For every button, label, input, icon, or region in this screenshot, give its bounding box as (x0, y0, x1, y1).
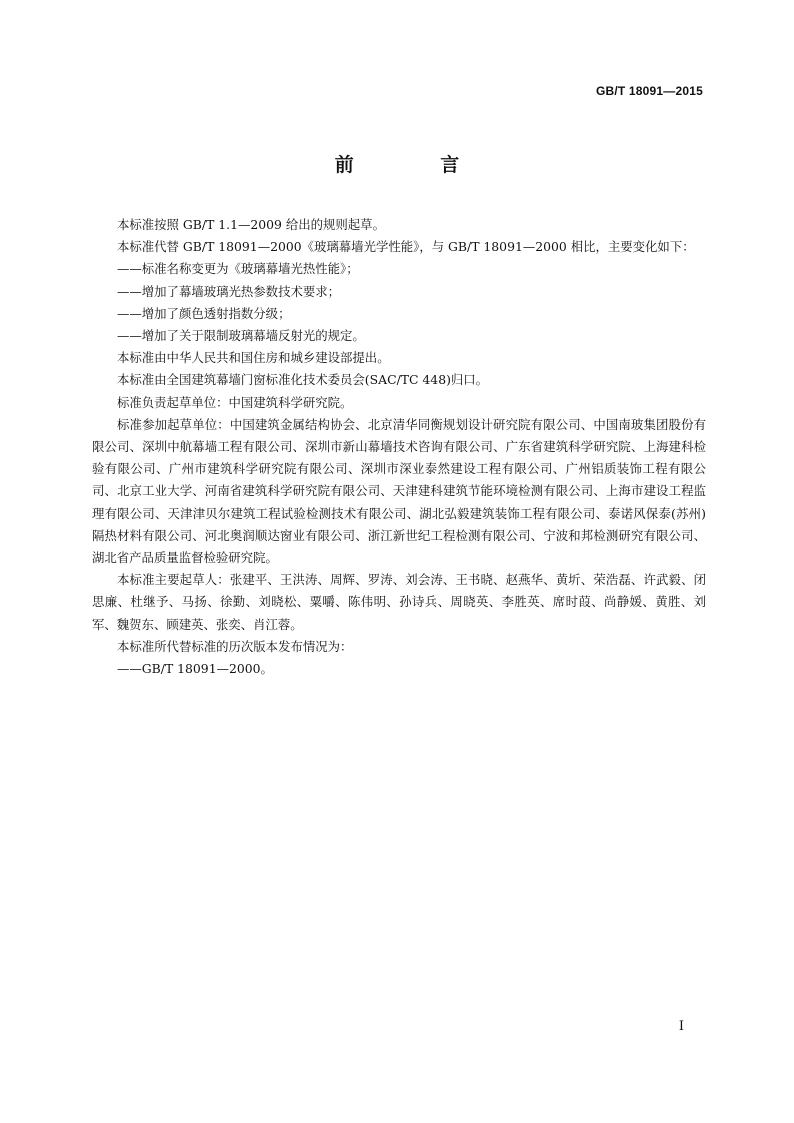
paragraph-technical-committee: 本标准由全国建筑幕墙门窗标准化技术委员会(SAC/TC 448)归口。 (117, 372, 489, 388)
paragraph-responsible-drafter: 标准负责起草单位：中国建筑科学研究院。 (117, 394, 353, 410)
page-number: I (678, 1019, 684, 1034)
standard-code: GB/T 18091—2015 (595, 84, 703, 98)
paragraph-main-drafters: 本标准主要起草人：张建平、王洪涛、周辉、罗涛、刘会涛、王书晓、赵燕华、黄圻、荣浩磊、许武毅、闭思廉、杜继予、马扬、徐勤、刘晓松、粟嚼、陈伟明、孙诗兵、周晓英、李胜英、席时葭、尚静媛、黄胜、刘军、魏贺东、顾建英、张奕、肖江蓉。 (92, 572, 706, 632)
change-item-1: ——标准名称变更为《玻璃幕墙光热性能》； (117, 261, 359, 277)
paragraph-replaces: 本标准代替 GB/T 18091—2000《玻璃幕墙光学性能》，与 GB/T 18091—2000 相比，主要变化如下： (117, 239, 695, 255)
change-item-2: ——增加了幕墙玻璃光热参数技术要求； (117, 283, 341, 299)
change-item-3: ——增加了颜色透射指数分级； (117, 305, 291, 321)
change-item-4: ——增加了关于限制玻璃幕墙反射光的规定。 (117, 328, 365, 344)
paragraph-previous-editions: 本标准所代替标准的历次版本发布情况为： (117, 638, 353, 654)
page-title: 前 言 (334, 154, 500, 176)
paragraph-drafting-rules: 本标准按照 GB/T 1.1—2009 给出的规则起草。 (117, 217, 385, 232)
previous-edition-item: ——GB/T 18091—2000。 (117, 661, 273, 677)
foreword-body (92, 214, 706, 680)
paragraph-proposed-by: 本标准由中华人民共和国住房和城乡建设部提出。 (117, 350, 390, 366)
paragraph-participating-drafters: 标准参加起草单位：中国建筑金属结构协会、北京清华同衡规划设计研究院有限公司、中国南玻集团股份有限公司、深圳中航幕墙工程有限公司、深圳市新山幕墙技术咨询有限公司、广东省建筑科学研究院、上海建科检验有限公司、广州市建筑科学研究院有限公司、深圳市深业泰然建设工程有限公司、广州铝质装饰工程有限公司、北京工业大学、河南省建筑科学研究院有限公司、天津建科建筑节能环境检测有限公司、上海市建设工程监理有限公司、天津津贝尔建筑工程试验检测技术有限公司、湖北弘毅建筑装饰工程有限公司、泰诺风保泰(苏州)隔热材料有限公司、河北奥润顺达窗业有限公司、浙江新世纪工程检测有限公司、宁波和邦检测研究有限公司、湖北省产品质量监督检验研究院。 (92, 416, 706, 566)
